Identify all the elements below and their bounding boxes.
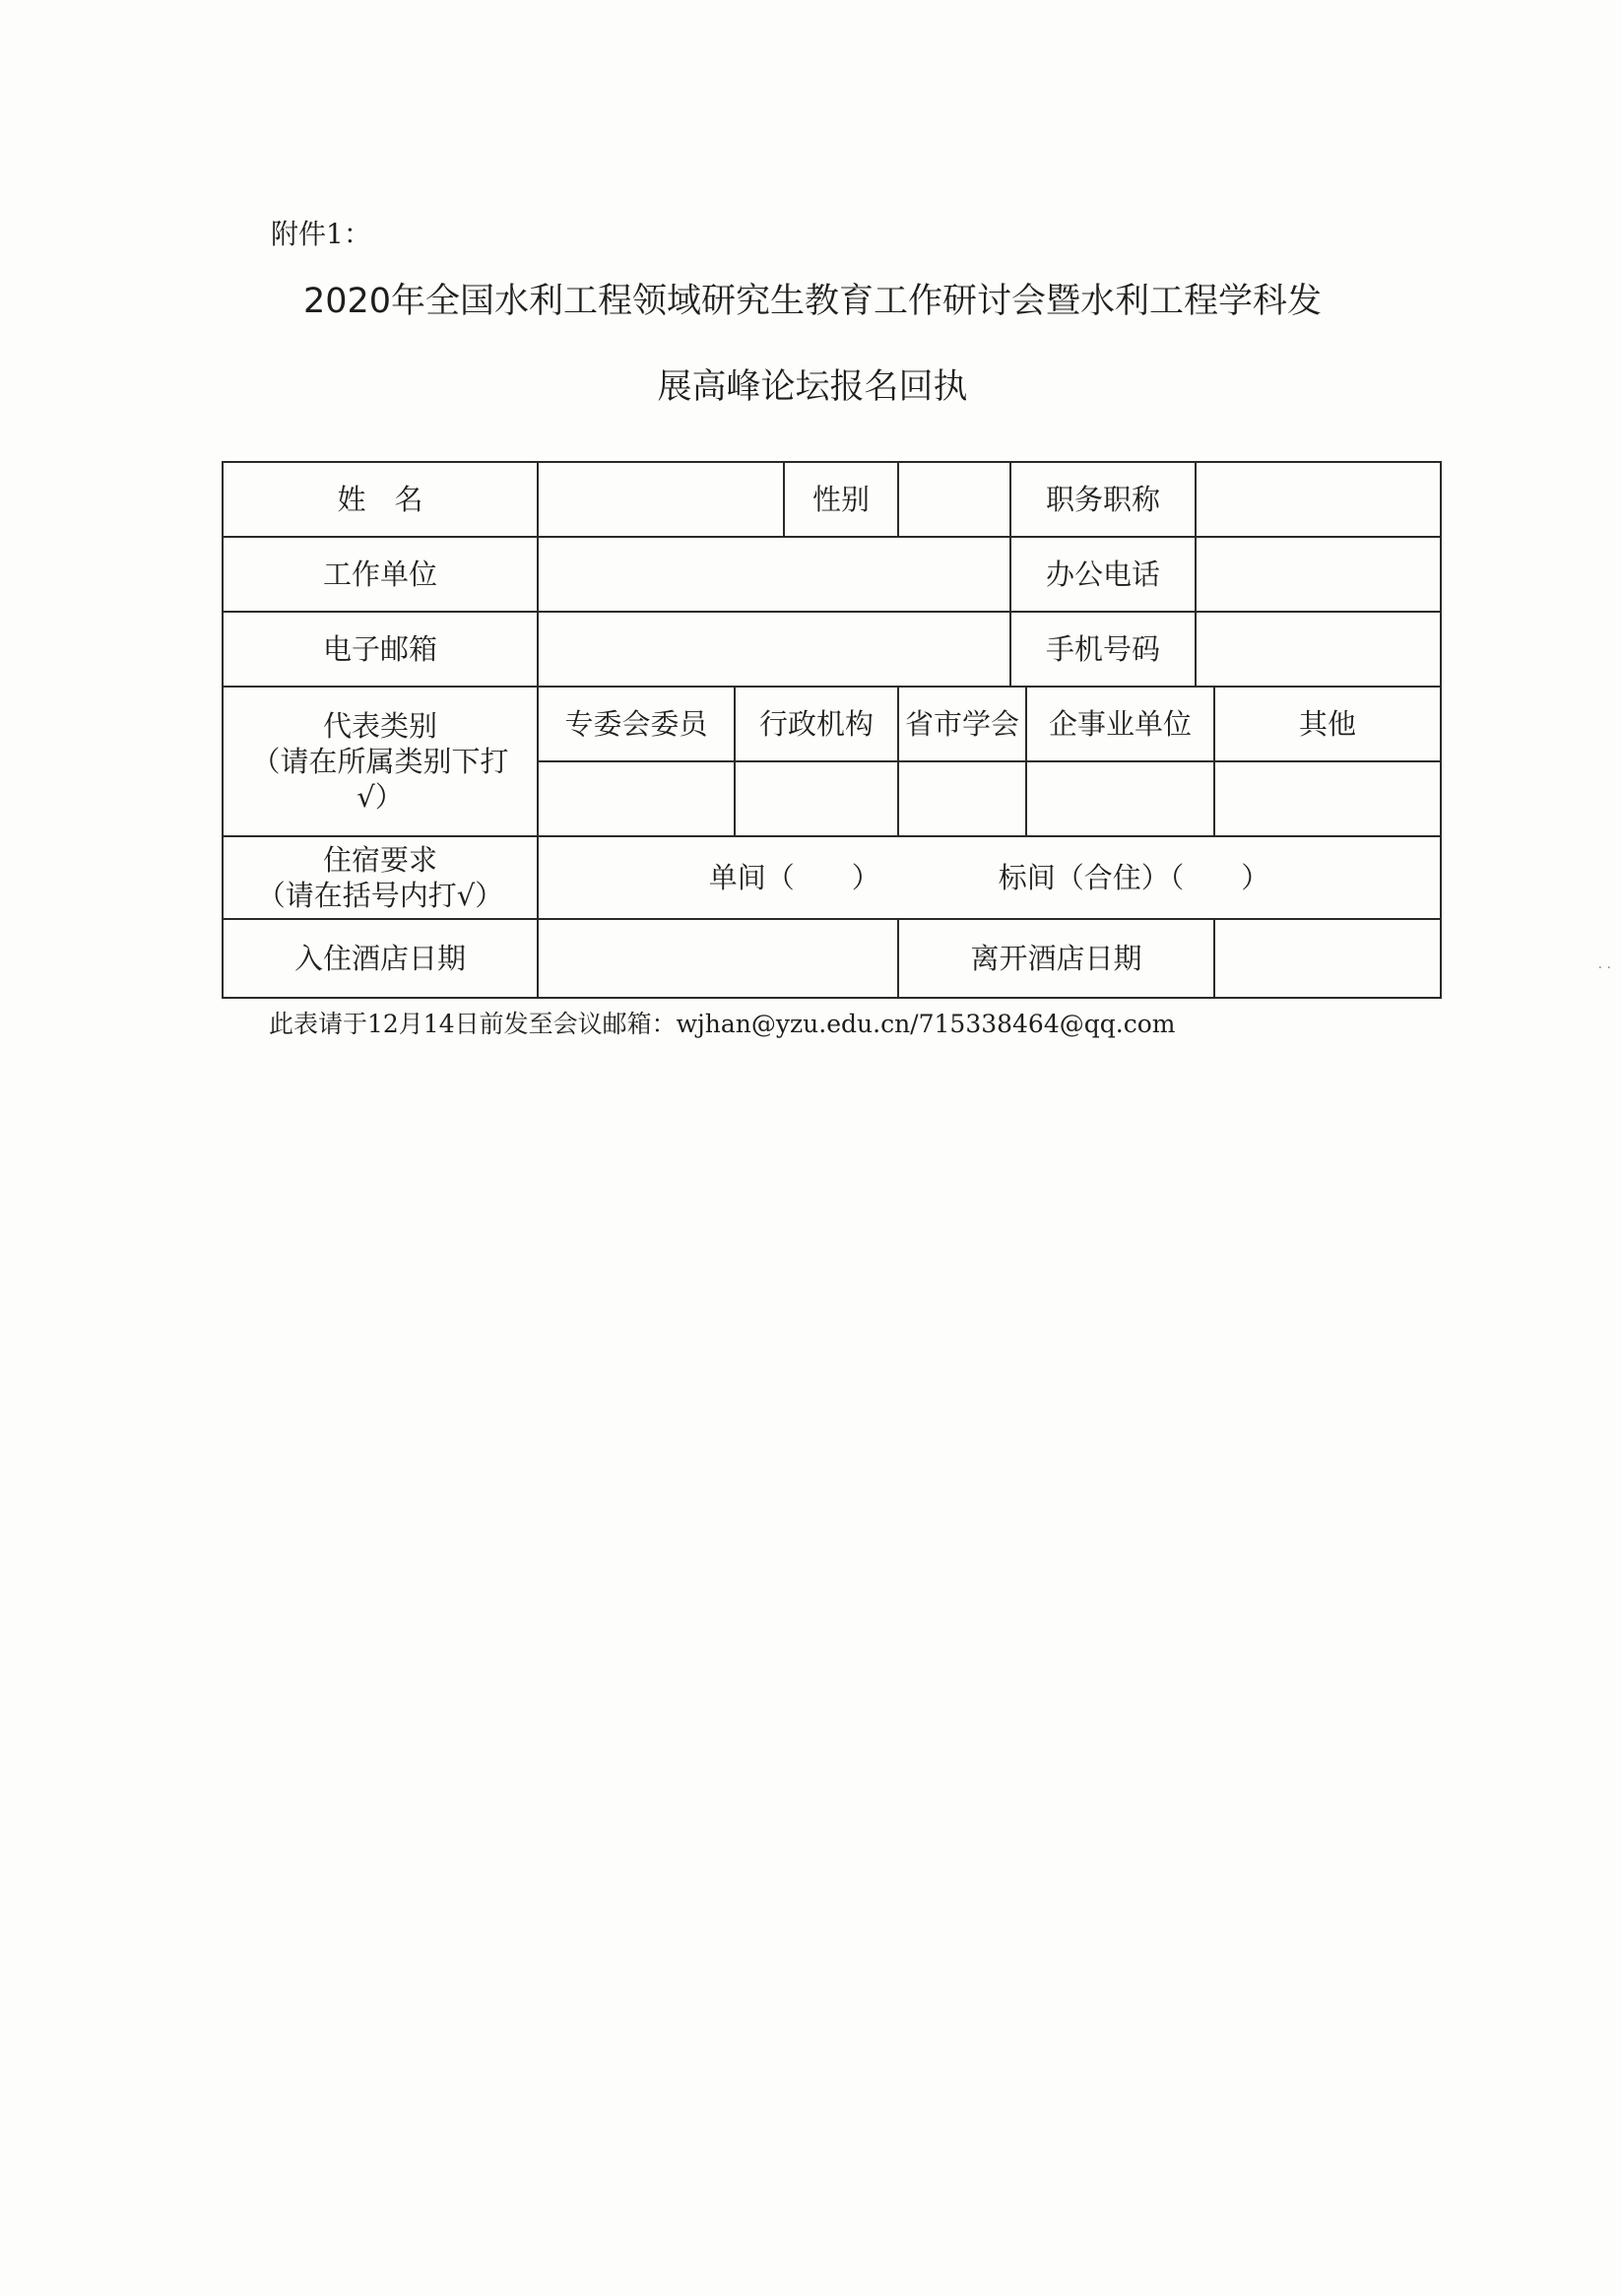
mobile-label: 手机号码: [1010, 612, 1196, 687]
accommodation-label: [223, 836, 538, 919]
checkin-input-cell[interactable]: [538, 919, 898, 998]
form-title-line-2: 展高峰论坛报名回执: [657, 367, 968, 407]
submission-note: 此表请于12月14日前发至会议邮箱：wjhan@yzu.edu.cn/715338464@qq.com: [269, 1010, 1176, 1038]
form-title-line-1: 2020年全国水利工程领域研究生教育工作研讨会暨水利工程学科发: [302, 282, 1323, 321]
mobile-input-cell[interactable]: [1196, 612, 1441, 687]
row-name: [223, 462, 1441, 537]
rep-check-other[interactable]: [1214, 761, 1441, 836]
work-unit-label: 工作单位: [223, 537, 538, 612]
row-accommodation: [223, 836, 1441, 919]
checkout-input-cell[interactable]: [1214, 919, 1441, 998]
rep-option-committee: 专委会委员: [538, 687, 735, 761]
gender-input-cell[interactable]: [898, 462, 1010, 537]
accommodation-standard-option[interactable]: 标间（合住）（ ）: [998, 860, 1270, 894]
office-phone-label: 办公电话: [1010, 537, 1196, 612]
registration-form-table: [222, 461, 1442, 999]
checkin-label: 入住酒店日期: [223, 919, 538, 998]
position-input-cell[interactable]: [1196, 462, 1441, 537]
row-hotel-dates: [223, 919, 1441, 998]
rep-option-provincial-society: 省市学会: [898, 687, 1026, 761]
accommodation-single-option[interactable]: 单间（ ）: [708, 860, 880, 894]
rep-check-provincial-society[interactable]: [898, 761, 1026, 836]
rep-check-committee[interactable]: [538, 761, 735, 836]
rep-check-administrative[interactable]: [735, 761, 898, 836]
rep-category-label: [223, 687, 538, 836]
rep-option-administrative: 行政机构: [735, 687, 898, 761]
checkout-label: 离开酒店日期: [898, 919, 1214, 998]
row-rep-category-options: [223, 687, 1441, 761]
gender-label: 性别: [784, 462, 898, 537]
row-email: [223, 612, 1441, 687]
rep-option-other: 其他: [1214, 687, 1441, 761]
email-input-cell[interactable]: [538, 612, 1010, 687]
row-work-unit: [223, 537, 1441, 612]
office-phone-input-cell[interactable]: [1196, 537, 1441, 612]
accommodation-label-line2: （请在括号内打√）: [256, 879, 504, 912]
name-label: 姓 名: [223, 462, 538, 537]
email-label: 电子邮箱: [223, 612, 538, 687]
rep-category-label-line3: √）: [357, 780, 404, 815]
rep-category-label-line1: 代表类别: [322, 708, 437, 743]
name-input-cell[interactable]: [538, 462, 784, 537]
work-unit-input-cell[interactable]: [538, 537, 1010, 612]
accommodation-options: [538, 836, 1441, 919]
scan-edge-mark: · ·: [1597, 960, 1611, 976]
attachment-label: 附件1：: [271, 218, 371, 250]
accommodation-label-line1: 住宿要求: [322, 842, 437, 877]
rep-option-enterprise: 企事业单位: [1026, 687, 1214, 761]
position-label: 职务职称: [1010, 462, 1196, 537]
rep-category-label-line2: （请在所属类别下打: [251, 744, 509, 778]
rep-check-enterprise[interactable]: [1026, 761, 1214, 836]
